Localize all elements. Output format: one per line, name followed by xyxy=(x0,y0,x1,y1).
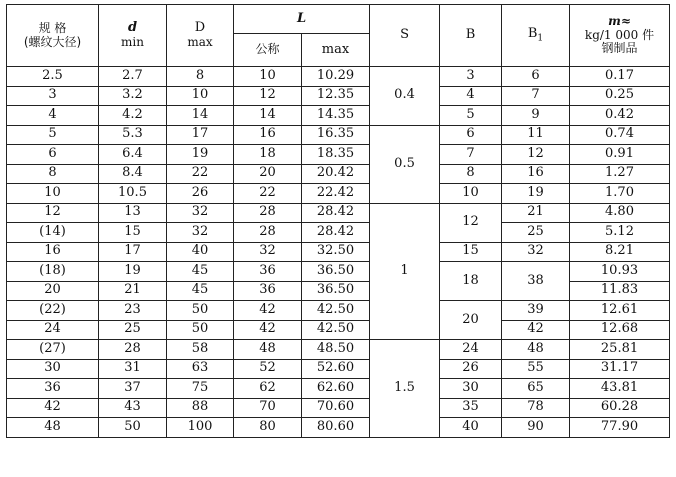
cell-D: 19 xyxy=(167,145,234,165)
cell-spec: 24 xyxy=(7,320,99,340)
cell-L-nominal: 52 xyxy=(234,359,302,379)
cell-L-nominal: 28 xyxy=(234,223,302,243)
cell-d: 5.3 xyxy=(99,125,167,145)
cell-B: 18 xyxy=(440,262,502,301)
cell-L-max: 16.35 xyxy=(302,125,370,145)
spec-table xyxy=(6,4,670,438)
cell-B1: 9 xyxy=(502,106,570,126)
table-row xyxy=(7,86,670,106)
cell-S: 0.5 xyxy=(370,125,440,203)
header-d-label: d xyxy=(127,20,138,36)
cell-D: 22 xyxy=(167,164,234,184)
table-row xyxy=(7,398,670,418)
header-spec xyxy=(7,5,99,67)
table-row xyxy=(7,145,670,165)
cell-D: 32 xyxy=(167,203,234,223)
cell-m: 0.74 xyxy=(570,125,670,145)
table-row xyxy=(7,67,670,87)
cell-B1: 6 xyxy=(502,67,570,87)
cell-d: 21 xyxy=(99,281,167,301)
header-L-nominal-label: 公称 xyxy=(255,41,280,56)
cell-d: 23 xyxy=(99,301,167,321)
cell-m: 60.28 xyxy=(570,398,670,418)
cell-B1: 21 xyxy=(502,203,570,223)
cell-d: 28 xyxy=(99,340,167,360)
cell-B1: 32 xyxy=(502,242,570,262)
cell-B1: 38 xyxy=(502,262,570,301)
cell-d: 31 xyxy=(99,359,167,379)
header-B1 xyxy=(502,5,570,67)
cell-D: 58 xyxy=(167,340,234,360)
cell-L-nominal: 62 xyxy=(234,379,302,399)
header-spec-sublabel: (螺纹大径) xyxy=(23,34,82,49)
cell-d: 6.4 xyxy=(99,145,167,165)
cell-spec: (14) xyxy=(7,223,99,243)
cell-spec: 30 xyxy=(7,359,99,379)
header-m xyxy=(570,5,670,67)
cell-L-max: 70.60 xyxy=(302,398,370,418)
table-row xyxy=(7,359,670,379)
header-L-max xyxy=(302,34,370,67)
header-B-label: B xyxy=(465,27,476,43)
cell-D: 10 xyxy=(167,86,234,106)
cell-L-max: 28.42 xyxy=(302,203,370,223)
table-row xyxy=(7,223,670,243)
cell-L-nominal: 28 xyxy=(234,203,302,223)
cell-B: 3 xyxy=(440,67,502,87)
cell-D: 63 xyxy=(167,359,234,379)
cell-L-max: 10.29 xyxy=(302,67,370,87)
header-spec-label: 规 格 xyxy=(38,20,67,35)
cell-L-nominal: 22 xyxy=(234,184,302,204)
cell-spec: 5 xyxy=(7,125,99,145)
cell-B: 30 xyxy=(440,379,502,399)
cell-L-nominal: 42 xyxy=(234,301,302,321)
cell-B1: 7 xyxy=(502,86,570,106)
cell-d: 15 xyxy=(99,223,167,243)
cell-B1: 16 xyxy=(502,164,570,184)
table-row xyxy=(7,203,670,223)
cell-spec: 10 xyxy=(7,184,99,204)
cell-spec: (18) xyxy=(7,262,99,282)
header-row-1 xyxy=(7,5,670,34)
cell-B1: 48 xyxy=(502,340,570,360)
cell-B: 20 xyxy=(440,301,502,340)
cell-L-nominal: 18 xyxy=(234,145,302,165)
table-row xyxy=(7,340,670,360)
cell-L-max: 14.35 xyxy=(302,106,370,126)
cell-d: 2.7 xyxy=(99,67,167,87)
cell-D: 50 xyxy=(167,320,234,340)
cell-d: 10.5 xyxy=(99,184,167,204)
cell-spec: 8 xyxy=(7,164,99,184)
table-row xyxy=(7,106,670,126)
cell-m: 10.93 xyxy=(570,262,670,282)
cell-L-max: 28.42 xyxy=(302,223,370,243)
header-d xyxy=(99,5,167,67)
cell-L-max: 42.50 xyxy=(302,301,370,321)
cell-D: 75 xyxy=(167,379,234,399)
cell-B: 24 xyxy=(440,340,502,360)
spec-table-container xyxy=(6,4,670,438)
cell-m: 77.90 xyxy=(570,418,670,438)
cell-B: 35 xyxy=(440,398,502,418)
header-L-label: L xyxy=(296,10,307,26)
header-L-nominal xyxy=(234,34,302,67)
header-D xyxy=(167,5,234,67)
cell-spec: 3 xyxy=(7,86,99,106)
cell-B1: 12 xyxy=(502,145,570,165)
cell-d: 37 xyxy=(99,379,167,399)
cell-spec: 20 xyxy=(7,281,99,301)
cell-L-nominal: 14 xyxy=(234,106,302,126)
cell-d: 8.4 xyxy=(99,164,167,184)
cell-m: 31.17 xyxy=(570,359,670,379)
cell-B1: 65 xyxy=(502,379,570,399)
cell-d: 50 xyxy=(99,418,167,438)
cell-L-nominal: 32 xyxy=(234,242,302,262)
cell-L-max: 80.60 xyxy=(302,418,370,438)
cell-d: 25 xyxy=(99,320,167,340)
header-L-max-label: max xyxy=(321,41,350,57)
cell-spec: 12 xyxy=(7,203,99,223)
table-row xyxy=(7,320,670,340)
cell-B1: 39 xyxy=(502,301,570,321)
header-B1-subscript: 1 xyxy=(537,33,544,44)
cell-L-nominal: 16 xyxy=(234,125,302,145)
cell-B1: 25 xyxy=(502,223,570,243)
cell-d: 3.2 xyxy=(99,86,167,106)
cell-spec: 2.5 xyxy=(7,67,99,87)
cell-B1: 55 xyxy=(502,359,570,379)
table-row xyxy=(7,262,670,282)
cell-B: 8 xyxy=(440,164,502,184)
cell-S: 1 xyxy=(370,203,440,340)
cell-B1: 11 xyxy=(502,125,570,145)
cell-D: 50 xyxy=(167,301,234,321)
cell-m: 43.81 xyxy=(570,379,670,399)
cell-B: 26 xyxy=(440,359,502,379)
cell-D: 100 xyxy=(167,418,234,438)
cell-d: 19 xyxy=(99,262,167,282)
cell-S: 0.4 xyxy=(370,67,440,126)
header-B xyxy=(440,5,502,67)
header-L xyxy=(234,5,370,34)
header-S xyxy=(370,5,440,67)
cell-L-max: 42.50 xyxy=(302,320,370,340)
cell-B: 5 xyxy=(440,106,502,126)
cell-D: 14 xyxy=(167,106,234,126)
cell-m: 1.70 xyxy=(570,184,670,204)
cell-L-nominal: 48 xyxy=(234,340,302,360)
cell-D: 40 xyxy=(167,242,234,262)
header-B1-label: B xyxy=(527,26,538,42)
cell-d: 43 xyxy=(99,398,167,418)
table-row xyxy=(7,379,670,399)
cell-L-nominal: 36 xyxy=(234,281,302,301)
cell-B: 40 xyxy=(440,418,502,438)
cell-m: 1.27 xyxy=(570,164,670,184)
cell-D: 32 xyxy=(167,223,234,243)
cell-L-nominal: 80 xyxy=(234,418,302,438)
header-D-label: D xyxy=(194,20,206,36)
cell-m: 12.68 xyxy=(570,320,670,340)
cell-m: 8.21 xyxy=(570,242,670,262)
cell-L-max: 12.35 xyxy=(302,86,370,106)
header-m-unit: kg/1 000 件 xyxy=(584,27,655,42)
cell-L-max: 36.50 xyxy=(302,262,370,282)
cell-B1: 42 xyxy=(502,320,570,340)
cell-m: 0.91 xyxy=(570,145,670,165)
table-row xyxy=(7,125,670,145)
cell-D: 88 xyxy=(167,398,234,418)
cell-B1: 90 xyxy=(502,418,570,438)
cell-d: 13 xyxy=(99,203,167,223)
cell-L-nominal: 70 xyxy=(234,398,302,418)
cell-S: 1.5 xyxy=(370,340,440,438)
cell-B: 6 xyxy=(440,125,502,145)
cell-L-max: 20.42 xyxy=(302,164,370,184)
cell-m: 25.81 xyxy=(570,340,670,360)
cell-B: 4 xyxy=(440,86,502,106)
cell-B1: 78 xyxy=(502,398,570,418)
header-m-note: 钢制品 xyxy=(601,41,638,56)
cell-m: 4.80 xyxy=(570,203,670,223)
table-row xyxy=(7,242,670,262)
cell-L-max: 52.60 xyxy=(302,359,370,379)
cell-L-max: 48.50 xyxy=(302,340,370,360)
cell-L-nominal: 42 xyxy=(234,320,302,340)
table-row xyxy=(7,301,670,321)
cell-D: 26 xyxy=(167,184,234,204)
cell-m: 0.17 xyxy=(570,67,670,87)
header-S-label: S xyxy=(400,27,409,43)
cell-spec: 36 xyxy=(7,379,99,399)
cell-B: 12 xyxy=(440,203,502,242)
cell-d: 17 xyxy=(99,242,167,262)
cell-B: 7 xyxy=(440,145,502,165)
cell-spec: 6 xyxy=(7,145,99,165)
cell-L-nominal: 36 xyxy=(234,262,302,282)
cell-L-max: 62.60 xyxy=(302,379,370,399)
cell-L-nominal: 12 xyxy=(234,86,302,106)
cell-spec: (27) xyxy=(7,340,99,360)
table-row xyxy=(7,184,670,204)
cell-B1: 19 xyxy=(502,184,570,204)
cell-m: 12.61 xyxy=(570,301,670,321)
table-row xyxy=(7,418,670,438)
cell-D: 17 xyxy=(167,125,234,145)
cell-m: 0.25 xyxy=(570,86,670,106)
cell-L-max: 36.50 xyxy=(302,281,370,301)
cell-m: 11.83 xyxy=(570,281,670,301)
table-row xyxy=(7,281,670,301)
cell-L-nominal: 10 xyxy=(234,67,302,87)
header-D-sublabel: max xyxy=(187,35,213,50)
cell-L-nominal: 20 xyxy=(234,164,302,184)
cell-L-max: 22.42 xyxy=(302,184,370,204)
cell-L-max: 18.35 xyxy=(302,145,370,165)
cell-B: 15 xyxy=(440,242,502,262)
cell-L-max: 32.50 xyxy=(302,242,370,262)
cell-D: 45 xyxy=(167,281,234,301)
cell-m: 0.42 xyxy=(570,106,670,126)
cell-spec: 48 xyxy=(7,418,99,438)
cell-spec: 42 xyxy=(7,398,99,418)
cell-D: 45 xyxy=(167,262,234,282)
cell-d: 4.2 xyxy=(99,106,167,126)
cell-B: 10 xyxy=(440,184,502,204)
cell-spec: (22) xyxy=(7,301,99,321)
cell-D: 8 xyxy=(167,67,234,87)
header-d-sublabel: min xyxy=(121,35,144,50)
table-row xyxy=(7,164,670,184)
cell-m: 5.12 xyxy=(570,223,670,243)
header-m-label: m≈ xyxy=(608,13,631,28)
cell-spec: 16 xyxy=(7,242,99,262)
cell-spec: 4 xyxy=(7,106,99,126)
